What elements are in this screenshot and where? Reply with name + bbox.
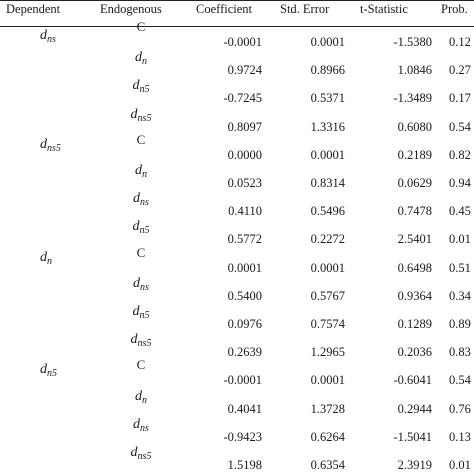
- symbol-base: d: [133, 191, 141, 207]
- symbol-subscript: n5: [139, 84, 150, 96]
- symbol-base: d: [130, 332, 138, 348]
- std-error-value: 0.5371: [310, 91, 345, 106]
- coefficient-value: -0.9423: [223, 429, 262, 444]
- symbol-base: C: [136, 357, 146, 373]
- std-error-value: 0.0001: [310, 373, 345, 388]
- symbol-base: d: [133, 416, 141, 432]
- endogenous-variable: [101, 191, 181, 207]
- prob-value: 0.54: [449, 119, 471, 134]
- std-error-value: 1.2965: [310, 345, 345, 360]
- endogenous-variable: [101, 245, 181, 261]
- coefficient-value: 0.5400: [227, 288, 262, 303]
- prob-value: 0.01: [449, 458, 471, 472]
- coefficient-value: 0.5772: [227, 232, 262, 247]
- endogenous-variable: [101, 445, 181, 461]
- endogenous-variable: [101, 163, 181, 179]
- std-error-value: 0.7574: [310, 317, 345, 331]
- dependent-variable: [40, 137, 61, 153]
- symbol-base: C: [136, 131, 146, 147]
- endogenous-variable: [101, 50, 181, 66]
- dependent-variable: [40, 250, 52, 266]
- symbol-base: d: [40, 136, 47, 152]
- symbol-subscript: ns5: [47, 142, 61, 154]
- t-statistic-value: 2.3919: [397, 458, 432, 472]
- std-error-value: 0.6264: [310, 429, 345, 444]
- symbol-subscript: n: [142, 56, 147, 68]
- header-std-error: Std. Error: [280, 2, 330, 16]
- coefficient-value: 0.0000: [227, 147, 262, 162]
- coefficient-value: 0.9724: [227, 63, 262, 78]
- std-error-value: 1.3316: [310, 119, 345, 134]
- coefficient-value: 0.2639: [227, 345, 262, 360]
- symbol-subscript: ns: [47, 34, 56, 45]
- prob-value: 0.76: [449, 401, 471, 416]
- endogenous-variable: [101, 417, 181, 433]
- symbol-subscript: ns: [140, 281, 149, 293]
- symbol-base: d: [132, 304, 140, 319]
- symbol-subscript: n: [47, 255, 52, 267]
- header-prob: Prob.: [441, 2, 468, 16]
- coefficient-value: 0.4041: [227, 401, 262, 416]
- endogenous-variable: [101, 357, 181, 373]
- symbol-subscript: n5: [139, 225, 150, 237]
- symbol-base: d: [132, 78, 140, 94]
- prob-value: 0.51: [449, 260, 471, 275]
- t-statistic-value: -1.5041: [393, 429, 432, 444]
- prob-value: 0.34: [449, 288, 471, 303]
- symbol-base: d: [130, 445, 138, 460]
- t-statistic-value: 1.0846: [397, 63, 432, 78]
- coefficient-value: 0.0523: [227, 176, 262, 190]
- endogenous-variable: [101, 276, 181, 292]
- coefficient-value: 0.0976: [227, 317, 262, 331]
- t-statistic-value: 0.9364: [397, 288, 432, 303]
- symbol-subscript: ns5: [137, 112, 152, 124]
- t-statistic-value: 0.0629: [397, 176, 432, 190]
- symbol-base: d: [40, 28, 47, 43]
- std-error-value: 0.5767: [310, 288, 345, 303]
- prob-value: 0.45: [449, 204, 471, 219]
- std-error-value: 0.8314: [310, 176, 345, 190]
- prob-value: 0.13: [449, 429, 471, 444]
- endogenous-variable: [101, 107, 181, 123]
- t-statistic-value: -1.5380: [393, 35, 432, 49]
- prob-value: 0.94: [449, 176, 471, 190]
- dependent-variable: [40, 28, 56, 44]
- std-error-value: 0.8966: [310, 63, 345, 78]
- t-statistic-value: 0.7478: [397, 204, 432, 219]
- symbol-base: d: [130, 106, 138, 122]
- endogenous-variable: [101, 389, 181, 405]
- symbol-base: C: [136, 244, 146, 260]
- symbol-base: d: [135, 388, 142, 404]
- symbol-base: d: [40, 362, 47, 378]
- header-t-statistic: t-Statistic: [360, 2, 408, 16]
- std-error-value: 0.0001: [310, 35, 345, 49]
- symbol-subscript: n: [142, 169, 147, 180]
- prob-value: 0.12: [449, 35, 471, 49]
- t-statistic-value: 0.6498: [397, 260, 432, 275]
- prob-value: 0.17: [449, 91, 471, 106]
- symbol-subscript: ns5: [137, 338, 152, 350]
- symbol-base: d: [135, 50, 142, 66]
- symbol-subscript: n5: [47, 368, 57, 380]
- std-error-value: 1.3728: [310, 401, 345, 416]
- prob-value: 0.83: [449, 345, 471, 360]
- t-statistic-value: 0.2036: [397, 345, 432, 360]
- symbol-base: C: [136, 19, 146, 34]
- header-rule: [0, 26, 474, 27]
- symbol-base: d: [132, 219, 140, 235]
- endogenous-variable: [101, 132, 181, 148]
- std-error-value: 0.2272: [310, 232, 345, 247]
- endogenous-variable: [101, 332, 181, 348]
- symbol-subscript: n5: [139, 310, 150, 321]
- coefficient-value: 0.8097: [227, 119, 262, 134]
- dependent-variable: [40, 362, 57, 378]
- header-endogenous: Endogenous: [100, 2, 162, 16]
- symbol-subscript: n: [142, 394, 147, 406]
- symbol-base: d: [40, 249, 47, 265]
- symbol-subscript: ns: [140, 197, 149, 209]
- t-statistic-value: 0.2189: [397, 147, 432, 162]
- header-dependent: Dependent: [6, 2, 61, 16]
- coefficient-value: -0.0001: [223, 35, 262, 49]
- std-error-value: 0.0001: [310, 260, 345, 275]
- t-statistic-value: -0.6041: [393, 373, 432, 388]
- endogenous-variable: [101, 78, 181, 94]
- coefficient-value: 0.0001: [227, 260, 262, 275]
- prob-value: 0.27: [449, 63, 471, 78]
- prob-value: 0.01: [449, 232, 471, 247]
- endogenous-variable: [101, 19, 181, 35]
- symbol-subscript: ns5: [137, 451, 152, 462]
- coefficient-value: 0.4110: [228, 204, 262, 219]
- prob-value: 0.54: [449, 373, 471, 388]
- coefficient-value: 1.5198: [227, 458, 262, 472]
- coefficient-value: -0.0001: [223, 373, 262, 388]
- header-coefficient: Coefficient: [196, 2, 252, 16]
- prob-value: 0.82: [449, 147, 471, 162]
- t-statistic-value: 0.2944: [397, 401, 432, 416]
- t-statistic-value: 0.6080: [397, 119, 432, 134]
- t-statistic-value: -1.3489: [393, 91, 432, 106]
- std-error-value: 0.5496: [310, 204, 345, 219]
- endogenous-variable: [101, 219, 181, 235]
- symbol-base: d: [133, 275, 141, 291]
- endogenous-variable: [101, 304, 181, 320]
- t-statistic-value: 0.1289: [397, 317, 432, 331]
- prob-value: 0.89: [449, 317, 471, 331]
- symbol-subscript: ns: [140, 422, 149, 434]
- std-error-value: 0.6354: [310, 458, 345, 472]
- coefficient-value: -0.7245: [223, 91, 262, 106]
- std-error-value: 0.0001: [310, 147, 345, 162]
- symbol-base: d: [135, 163, 142, 178]
- t-statistic-value: 2.5401: [397, 232, 432, 247]
